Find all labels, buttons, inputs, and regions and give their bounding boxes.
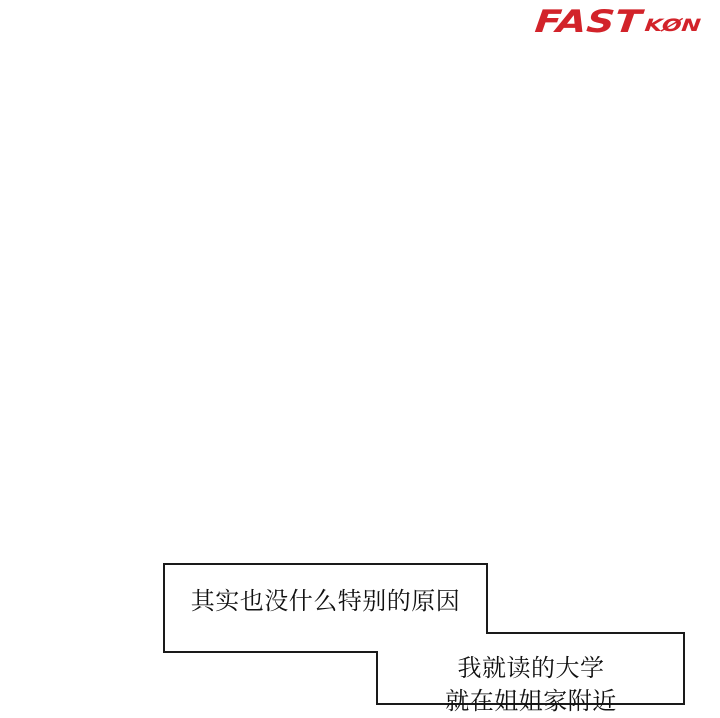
- caption-box-2: [378, 652, 684, 718]
- logo-text-sub: KØN: [643, 16, 688, 36]
- caption-1-text: 其实也没什么特别的原因: [190, 587, 461, 615]
- logo-text-main: FAST: [533, 4, 622, 40]
- caption-2-line-1: 我就读的大学: [457, 654, 605, 682]
- caption-box-1: [164, 585, 487, 618]
- caption-2-line-2: 就在姐姐家附近: [445, 687, 617, 715]
